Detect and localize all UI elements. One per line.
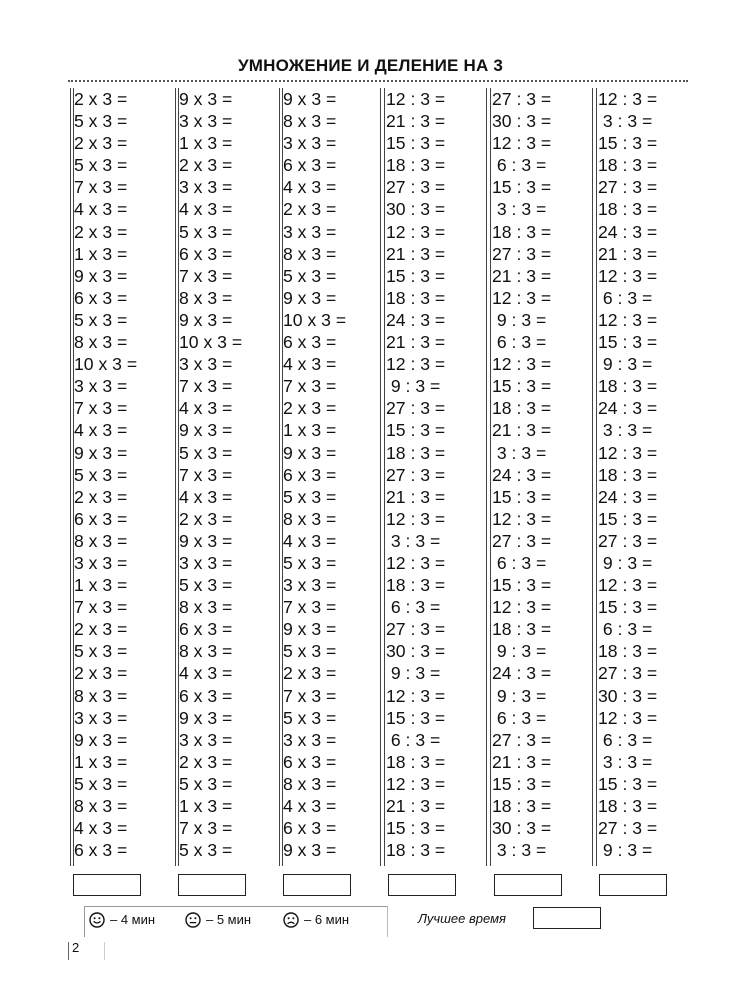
exercise-item: 6 x 3 = [74,508,128,529]
exercise-item: 15 : 3 = [492,376,552,397]
exercise-item: 2 x 3 = [74,619,128,640]
exercise-item: 6 x 3 = [283,751,337,772]
exercise-item: 3 x 3 = [179,177,233,198]
exercise-item: 8 x 3 = [179,287,233,308]
exercise-item: 15 : 3 = [386,420,446,441]
exercise-item: 27 : 3 = [492,89,552,109]
exercise-item: 5 x 3 = [283,265,337,286]
exercise-column-2 [175,88,271,866]
exercise-item: 15 : 3 = [598,332,658,353]
exercise-item: 3 x 3 = [283,221,337,242]
exercise-item: 24 : 3 = [598,486,658,507]
exercise-item: 15 : 3 = [598,133,658,154]
legend-sad-label: – 6 мин [304,912,350,927]
exercise-item: 9 : 3 = [386,663,441,684]
exercise-item: 27 : 3 = [598,530,658,551]
exercise-item: 15 : 3 = [492,575,552,596]
exercise-list [283,88,346,861]
exercise-item: 6 : 3 = [598,729,653,750]
exercise-item: 7 x 3 = [74,398,128,419]
time-box-column-4[interactable] [388,874,456,896]
exercise-item: 3 : 3 = [492,199,547,220]
exercise-item: 3 : 3 = [386,530,441,551]
exercise-item: 15 : 3 = [492,773,552,794]
exercise-item: 3 x 3 = [283,133,337,154]
exercise-item: 27 : 3 = [386,398,446,419]
exercise-item: 8 x 3 = [74,530,128,551]
exercise-item: 1 x 3 = [179,796,233,816]
exercise-item: 9 : 3 = [492,309,547,330]
column-rule [175,88,176,866]
exercise-item: 9 x 3 = [283,89,337,109]
exercise-item: 2 x 3 = [179,508,233,529]
exercise-item: 2 x 3 = [283,398,337,419]
exercise-item: 3 x 3 = [74,552,128,573]
exercise-item: 6 : 3 = [492,332,547,353]
exercise-item: 30 : 3 = [386,199,446,220]
exercise-item: 5 x 3 = [179,840,233,861]
exercise-item: 1 x 3 = [283,420,337,441]
exercise-item: 5 x 3 = [179,773,233,794]
exercise-item: 12 : 3 = [598,442,658,463]
exercise-item: 6 : 3 = [492,707,547,728]
column-rule [490,88,491,866]
exercise-list [386,88,445,861]
exercise-item: 21 : 3 = [492,265,552,286]
exercise-item: 3 : 3 = [598,420,653,441]
sad-face-icon [283,912,299,928]
exercise-item: 12 : 3 = [386,89,446,109]
column-rule [592,88,593,866]
exercise-item: 27 : 3 = [492,530,552,551]
exercise-item: 12 : 3 = [386,221,446,242]
column-rule [380,88,381,866]
exercise-item: 18 : 3 = [492,221,552,242]
column-rule [279,88,280,866]
exercise-item: 5 x 3 = [74,111,128,132]
exercise-item: 9 x 3 = [283,442,337,463]
exercise-item: 9 x 3 = [179,89,233,109]
exercise-item: 4 x 3 = [283,796,337,816]
exercise-list [598,88,657,861]
exercise-item: 15 : 3 = [492,486,552,507]
exercise-item: 3 x 3 = [179,552,233,573]
exercise-item: 7 x 3 = [179,464,233,485]
exercise-item: 18 : 3 = [598,641,658,662]
exercise-item: 5 x 3 = [74,773,128,794]
exercise-item: 18 : 3 = [598,464,658,485]
exercise-item: 5 x 3 = [179,221,233,242]
exercise-item: 7 x 3 = [179,376,233,397]
exercise-item: 4 x 3 = [179,199,233,220]
exercise-item: 27 : 3 = [386,464,446,485]
exercise-item: 15 : 3 = [386,133,446,154]
exercise-item: 10 x 3 = [74,354,138,375]
exercise-item: 8 x 3 = [283,243,337,264]
exercise-item: 18 : 3 = [598,199,658,220]
exercise-item: 5 x 3 = [283,707,337,728]
exercise-item: 12 : 3 = [492,287,552,308]
page-number: 2 [72,940,80,955]
legend-neutral-label: – 5 мин [206,912,252,927]
exercise-item: 10 x 3 = [283,309,347,330]
exercise-item: 9 : 3 = [492,685,547,706]
exercise-item: 7 x 3 = [283,597,337,618]
exercise-item: 18 : 3 = [386,575,446,596]
exercise-item: 18 : 3 = [386,840,446,861]
exercise-item: 2 x 3 = [74,221,128,242]
exercise-item: 18 : 3 = [386,155,446,176]
exercise-item: 15 : 3 = [492,177,552,198]
exercise-item: 3 x 3 = [74,707,128,728]
exercise-item: 21 : 3 = [386,243,446,264]
exercise-item: 2 x 3 = [179,751,233,772]
exercise-item: 9 x 3 = [283,840,337,861]
exercise-item: 12 : 3 = [492,133,552,154]
exercise-item: 6 x 3 = [283,818,337,839]
exercise-item: 30 : 3 = [492,111,552,132]
exercise-item: 18 : 3 = [492,796,552,816]
exercise-item: 30 : 3 = [386,641,446,662]
exercise-item: 6 : 3 = [598,619,653,640]
exercise-item: 2 x 3 = [179,155,233,176]
column-rule [70,88,71,866]
exercise-item: 21 : 3 = [386,332,446,353]
exercise-item: 9 x 3 = [179,309,233,330]
exercise-item: 30 : 3 = [598,685,658,706]
exercise-item: 12 : 3 = [386,354,446,375]
exercise-item: 24 : 3 = [598,221,658,242]
exercise-item: 12 : 3 = [598,707,658,728]
exercise-item: 6 : 3 = [386,729,441,750]
exercise-item: 15 : 3 = [598,773,658,794]
exercise-item: 9 : 3 = [598,354,653,375]
exercise-item: 5 x 3 = [74,641,128,662]
page-title: УМНОЖЕНИЕ И ДЕЛЕНИЕ НА 3 [237,56,504,75]
exercise-item: 9 x 3 = [179,420,233,441]
exercise-column-3 [279,88,375,866]
exercise-item: 30 : 3 = [492,818,552,839]
exercise-item: 7 x 3 = [74,177,128,198]
exercise-item: 8 x 3 = [74,685,128,706]
exercise-item: 4 x 3 = [74,199,128,220]
exercise-item: 6 x 3 = [74,840,128,861]
exercise-item: 1 x 3 = [179,133,233,154]
time-box-column-6[interactable] [599,874,667,896]
exercise-column-4 [380,88,476,866]
column-rule [486,88,487,866]
exercise-item: 4 x 3 = [179,398,233,419]
exercise-item: 21 : 3 = [386,796,446,816]
exercise-item: 9 : 3 = [492,641,547,662]
exercise-item: 18 : 3 = [598,376,658,397]
exercise-item: 5 x 3 = [283,641,337,662]
legend-item-neutral [185,911,251,929]
exercise-item: 3 x 3 = [179,729,233,750]
exercise-item: 5 x 3 = [74,155,128,176]
legend-item-sad [283,911,349,929]
exercise-list [74,88,137,861]
exercise-item: 18 : 3 = [386,287,446,308]
exercise-item: 24 : 3 = [492,663,552,684]
exercise-item: 2 x 3 = [74,133,128,154]
exercise-item: 9 x 3 = [74,442,128,463]
exercise-item: 21 : 3 = [386,486,446,507]
exercise-item: 18 : 3 = [598,155,658,176]
exercise-item: 3 x 3 = [179,111,233,132]
exercise-item: 15 : 3 = [386,265,446,286]
exercise-item: 6 x 3 = [179,243,233,264]
exercise-item: 27 : 3 = [598,177,658,198]
exercise-item: 2 x 3 = [74,486,128,507]
time-legend [84,906,388,937]
exercise-item: 8 x 3 = [283,773,337,794]
exercise-item: 7 x 3 = [179,818,233,839]
exercise-list [179,88,242,861]
exercise-item: 2 x 3 = [74,663,128,684]
exercise-item: 4 x 3 = [74,818,128,839]
exercise-item: 7 x 3 = [283,376,337,397]
time-box-column-5[interactable] [494,874,562,896]
exercise-item: 12 : 3 = [598,575,658,596]
exercise-item: 8 x 3 = [179,597,233,618]
exercise-item: 5 x 3 = [283,486,337,507]
exercise-item: 15 : 3 = [386,707,446,728]
exercise-item: 6 : 3 = [492,552,547,573]
exercise-item: 3 : 3 = [598,751,653,772]
exercise-item: 12 : 3 = [598,309,658,330]
exercise-item: 7 x 3 = [74,597,128,618]
exercise-item: 3 : 3 = [598,111,653,132]
exercise-item: 6 : 3 = [386,597,441,618]
exercise-item: 3 : 3 = [492,840,547,861]
exercise-item: 12 : 3 = [492,597,552,618]
exercise-item: 18 : 3 = [492,619,552,640]
exercise-item: 9 : 3 = [598,840,653,861]
exercise-item: 1 x 3 = [74,751,128,772]
exercise-item: 12 : 3 = [386,508,446,529]
exercise-item: 1 x 3 = [74,575,128,596]
exercise-item: 18 : 3 = [492,398,552,419]
exercise-item: 6 x 3 = [179,619,233,640]
exercise-item: 24 : 3 = [386,309,446,330]
column-rule [596,88,597,866]
exercise-item: 6 : 3 = [598,287,653,308]
exercise-item: 3 x 3 = [283,729,337,750]
exercise-item: 3 x 3 = [74,376,128,397]
exercise-item: 12 : 3 = [386,773,446,794]
exercise-item: 3 x 3 = [283,575,337,596]
exercise-item: 27 : 3 = [492,729,552,750]
neutral-face-icon [185,912,201,928]
exercise-item: 12 : 3 = [598,89,658,109]
exercise-item: 21 : 3 = [492,420,552,441]
exercise-item: 8 x 3 = [74,796,128,816]
exercise-item: 24 : 3 = [598,398,658,419]
exercise-item: 4 x 3 = [283,354,337,375]
best-time-label: Лучшее время [418,911,506,926]
exercise-item: 15 : 3 = [598,597,658,618]
exercise-item: 6 x 3 = [283,464,337,485]
exercise-item: 9 : 3 = [386,376,441,397]
exercise-item: 4 x 3 = [179,486,233,507]
exercise-item: 8 x 3 = [74,332,128,353]
exercise-item: 2 x 3 = [283,199,337,220]
page-number-rule [104,942,105,960]
exercise-item: 12 : 3 = [492,354,552,375]
exercise-item: 7 x 3 = [283,685,337,706]
page-number-rule [68,942,69,960]
legend-happy-label: – 4 мин [110,912,156,927]
exercise-item: 27 : 3 = [598,818,658,839]
exercise-item: 9 x 3 = [283,287,337,308]
exercise-item: 24 : 3 = [492,464,552,485]
exercise-item: 2 x 3 = [283,663,337,684]
exercise-item: 9 x 3 = [179,707,233,728]
best-time-box[interactable] [533,907,601,929]
exercise-item: 27 : 3 = [386,177,446,198]
exercise-item: 15 : 3 = [386,818,446,839]
exercise-item: 4 x 3 = [283,177,337,198]
exercise-item: 4 x 3 = [283,530,337,551]
exercise-item: 18 : 3 = [598,796,658,816]
exercise-item: 8 x 3 = [179,641,233,662]
exercise-item: 9 x 3 = [283,619,337,640]
exercise-item: 21 : 3 = [598,243,658,264]
time-box-column-2[interactable] [178,874,246,896]
exercise-item: 2 x 3 = [74,89,128,109]
exercise-item: 1 x 3 = [74,243,128,264]
exercise-item: 6 x 3 = [179,685,233,706]
exercise-item: 3 x 3 = [179,354,233,375]
exercise-item: 18 : 3 = [386,442,446,463]
exercise-item: 6 x 3 = [283,155,337,176]
exercise-item: 21 : 3 = [386,111,446,132]
exercise-column-5 [486,88,582,866]
exercise-item: 9 x 3 = [74,729,128,750]
exercise-item: 9 x 3 = [74,265,128,286]
exercise-item: 5 x 3 = [179,575,233,596]
exercise-item: 5 x 3 = [74,309,128,330]
exercise-item: 6 x 3 = [74,287,128,308]
exercise-item: 10 x 3 = [179,332,243,353]
exercise-item: 6 x 3 = [283,332,337,353]
exercise-item: 12 : 3 = [386,685,446,706]
exercise-item: 3 : 3 = [492,442,547,463]
exercise-item: 7 x 3 = [179,265,233,286]
exercise-item: 5 x 3 = [74,464,128,485]
exercise-item: 12 : 3 = [386,552,446,573]
exercise-item: 27 : 3 = [386,619,446,640]
exercise-item: 5 x 3 = [283,552,337,573]
exercise-list [492,88,551,861]
exercise-item: 27 : 3 = [598,663,658,684]
exercise-item: 15 : 3 = [598,508,658,529]
exercise-item: 5 x 3 = [179,442,233,463]
exercise-item: 6 : 3 = [492,155,547,176]
exercise-item: 12 : 3 = [598,265,658,286]
smile-face-icon [89,912,105,928]
title-divider [68,80,688,82]
exercise-column-1 [70,88,166,866]
time-box-column-3[interactable] [283,874,351,896]
exercise-item: 4 x 3 = [74,420,128,441]
exercise-column-6 [592,88,688,866]
exercise-item: 21 : 3 = [492,751,552,772]
exercise-item: 18 : 3 = [386,751,446,772]
exercise-item: 27 : 3 = [492,243,552,264]
exercise-item: 8 x 3 = [283,111,337,132]
exercise-item: 4 x 3 = [179,663,233,684]
column-rule [384,88,385,866]
exercise-item: 9 x 3 = [179,530,233,551]
exercise-item: 9 : 3 = [598,552,653,573]
exercise-item: 8 x 3 = [283,508,337,529]
legend-item-happy [89,911,155,929]
exercise-item: 12 : 3 = [492,508,552,529]
time-box-column-1[interactable] [73,874,141,896]
